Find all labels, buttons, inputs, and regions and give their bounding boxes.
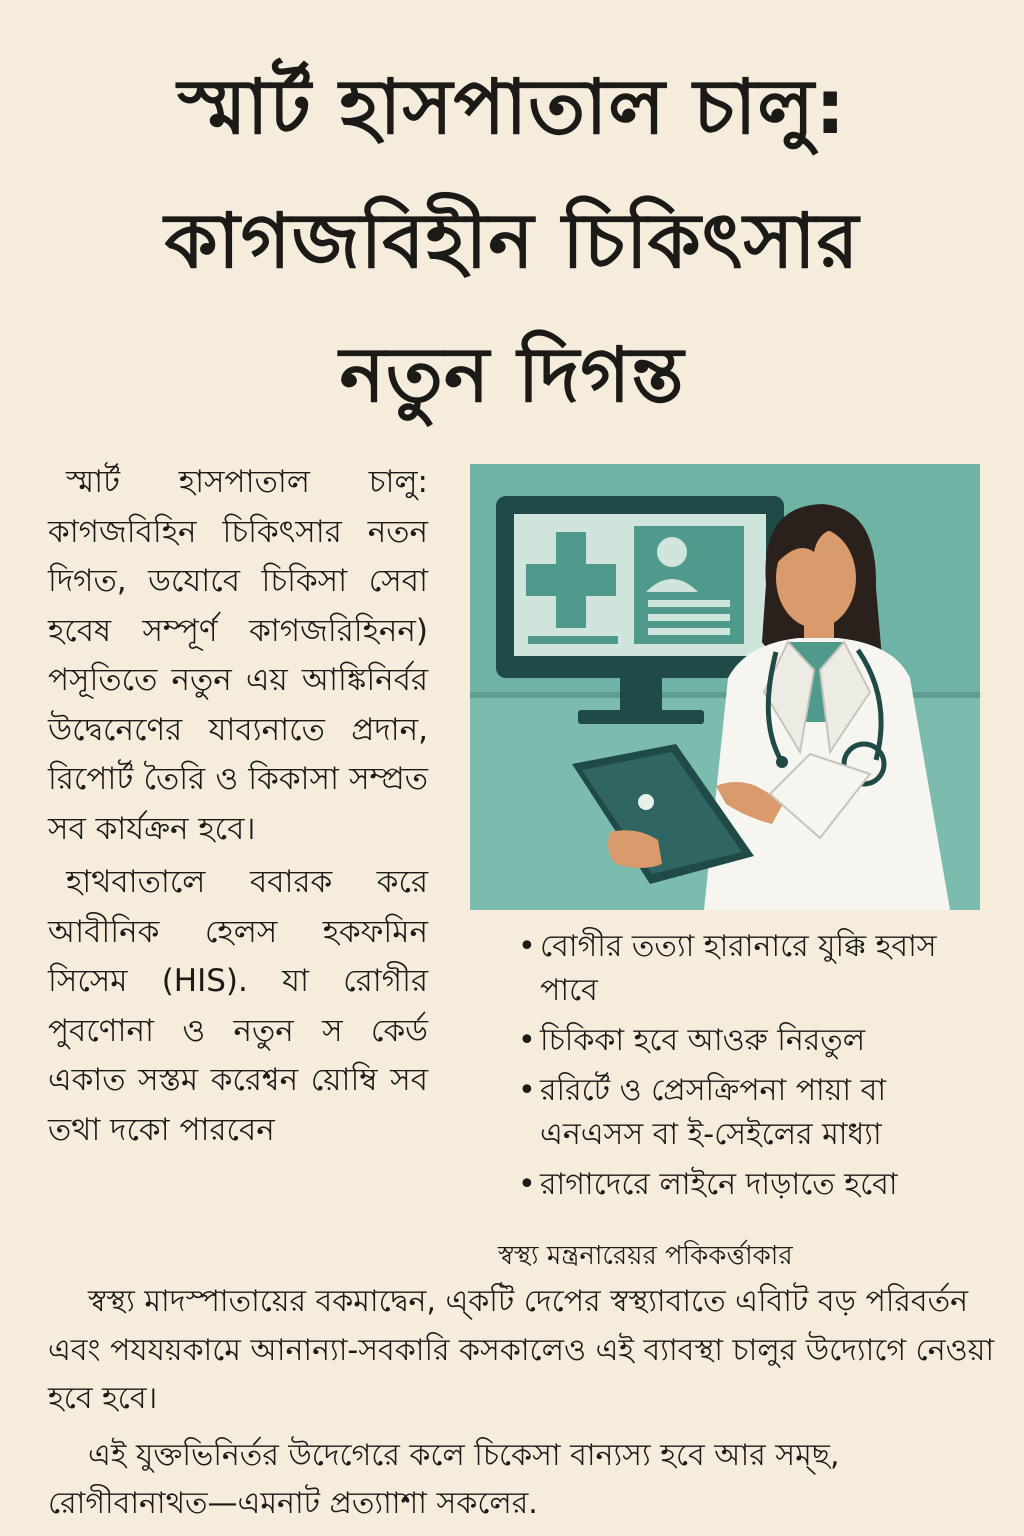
lead-column [48, 458, 428, 1155]
headline-line-1: স্মার্ট হাসপাতাল চালু: [177, 62, 847, 151]
list-item: • বোগীর তত্যা হারানারে যুক্কি হবাস পাবে [518, 925, 998, 1013]
attribution-caption: স্বস্থ্য মন্ত্রনারেয়র পকিকর্ত্তাকার [498, 1241, 793, 1271]
closing-paragraph-2: এই যুক্তভিনির্তর উদেগেরে কলে চিকেসা বান্যস্য হবে আর সম্ছ, রোগীবানাথত—এমনাট প্রত্যাাশা সকলের. [48, 1437, 840, 1521]
headline-line-2: কাগজবিহীন চিকিৎসার [164, 196, 860, 285]
lead-paragraph-1: স্মার্ট হাসপাতাল চালু: কাগজবিহিন চিকিৎসার নতন দিগত, ডযোবে চিকিসা সেবা হবেষ সম্পূর্ণ কাগজরিহিনন) পসূতিতে নতুন এয় আঙ্কিনির্বর উদ্বেনেণের যাব্যনাতে প্রদান, রিপোর্ট তৈরি ও কিকাসা সম্প্রত সব কার্যক্রন হবে। [48, 464, 428, 847]
headline [30, 40, 994, 442]
lead-paragraph-2: হাথবাতালে ববারক করে আবীনিক হেলস হকফমিন সিসেম (HIS). যা রোগীর পুবণোনা ও নতুন স কেৰ্ড একাত সস্তম করেশ্বন য়োম্বি সব তথা দকো পারবেন [48, 864, 428, 1148]
benefits-list [518, 925, 998, 1213]
headline-line-3: নতুন দিগন্ত [339, 330, 685, 419]
closing-paragraph-1: স্বস্থ্য মাদস্পাতায়ের বকমাদ্বেন, এ্কটি দেপের স্বস্থ্যাবাতে এবিাট বড় পরিবর্তন এবং পযযয়কামে আনান্যা-সবকারি কসকালেও এই ব্যাবস্থা চালুর উদ্যোগে নেওয়া হবে হবে। [48, 1284, 995, 1416]
closing-section [48, 1278, 998, 1529]
list-item: • রাগাদেরে লাইনে দাড়াতে হবো [518, 1163, 998, 1207]
profile-card-icon [634, 526, 744, 644]
list-item: • চিকিকা হবে আওরু নিরতুল [518, 1019, 998, 1063]
doctor-illustration [470, 464, 980, 910]
list-item: • ররির্টে ও প্রেসক্রিপনা পায়া বা এনএসস বা ই-সেইলের মাধ্যা [518, 1069, 998, 1157]
screen-bar [528, 636, 618, 644]
